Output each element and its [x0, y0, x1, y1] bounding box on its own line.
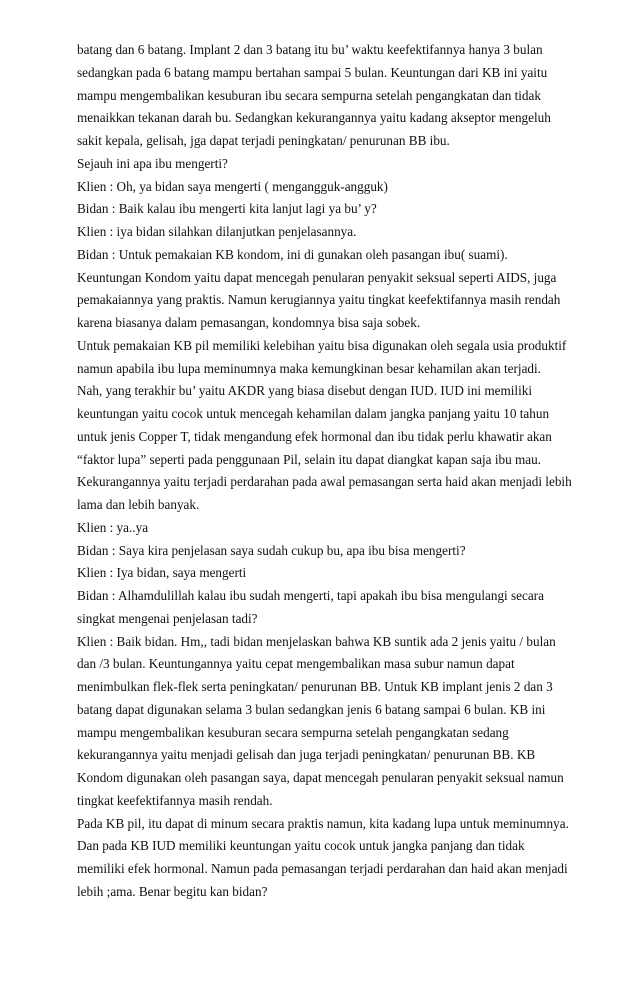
text-line: lama dan lebih banyak. [77, 497, 200, 512]
text-line: keuntungan yaitu cocok untuk mencegah kehamilan dalam jangka panjang yaitu 10 tahun [77, 406, 550, 421]
text-line: Bidan : Saya kira penjelasan saya sudah cukup bu, apa ibu bisa mengerti? [77, 542, 466, 558]
text-line: Kondom digunakan oleh pasangan saya, dapat mencegah penularan penyakit seksual namun [77, 770, 564, 785]
text-line: dan /3 bulan. Keuntungannya yaitu cepat mengembalikan masa subur namun dapat [77, 656, 515, 672]
text-line: tingkat keefektifannya masih rendah. [77, 792, 273, 808]
text-line: Kekurangannya yaitu terjadi perdarahan pada awal pemasangan serta haid akan menjadi lebih [77, 474, 572, 490]
text-line: Klien : iya bidan silahkan dilanjutkan penjelasannya. [77, 224, 357, 239]
text-line: menimbulkan flek-flek serta peningkatan/ penurunan BB. Untuk KB implant jenis 2 dan 3 [77, 679, 553, 694]
text-line: sedangkan pada 6 batang mampu bertahan sampai 5 bulan. Keuntungan dari KB ini yaitu [77, 64, 548, 80]
text-line: batang dapat digunakan selama 3 bulan sedangkan jenis 6 batang sampai 6 bulan. KB ini [77, 701, 546, 717]
text-line: singkat mengenai penjelasan tadi? [77, 610, 258, 626]
document-page [77, 39, 572, 904]
text-line: Bidan : Baik kalau ibu mengerti kita lanjut lagi ya bu’ y? [77, 201, 377, 217]
text-line: Pada KB pil, itu dapat di minum secara praktis namun, kita kadang lupa untuk meminumnya. [77, 815, 569, 831]
text-line: Bidan : Alhamdulillah kalau ibu sudah mengerti, tapi apakah ibu bisa mengulangi secara [77, 588, 544, 603]
text-line: namun apabila ibu lupa meminumnya maka kemungkinan besar kehamilan akan terjadi. [77, 360, 541, 376]
text-line: memiliki efek hormonal. Namun pada pemasangan terjadi perdarahan dan haid akan menjadi [77, 861, 568, 876]
text-line: kekurangannya yaitu menjadi gelisah dan juga terjadi peningkatan/ penurunan BB. KB [77, 747, 536, 763]
text-line: Klien : Baik bidan. Hm,, tadi bidan menjelaskan bahwa KB suntik ada 2 jenis yaitu / bulan [77, 633, 556, 649]
text-line: sakit kepala, gelisah, jga dapat terjadi peningkatan/ penurunan BB ibu. [77, 133, 450, 148]
text-line: Dan pada KB IUD memiliki keuntungan yaitu cocok untuk jangka panjang dan tidak [77, 838, 525, 854]
text-line: Klien : ya..ya [77, 519, 149, 535]
text-line: Untuk pemakaian KB pil memiliki kelebihan yaitu bisa digunakan oleh segala usia produktif [77, 337, 567, 353]
text-line: untuk jenis Copper T, tidak mengandung efek hormonal dan ibu tidak perlu khawatir akan [77, 428, 552, 444]
text-line: batang dan 6 batang. Implant 2 dan 3 batang itu bu’ waktu keefektifannya hanya 3 bulan [77, 42, 543, 57]
text-line: menaikkan tekanan darah bu. Sedangkan kekurangannya yaitu kadang akseptor mengeluh [77, 110, 551, 126]
text-line: Sejauh ini apa ibu mengerti? [77, 155, 228, 171]
text-line: “faktor lupa” seperti pada penggunaan Pil, selain itu dapat diangkat kapan saja ibu mau. [77, 451, 541, 467]
text-line: Nah, yang terakhir bu’ yaitu AKDR yang biasa disebut dengan IUD. IUD ini memiliki [77, 383, 532, 399]
text-line: Keuntungan Kondom yaitu dapat mencegah penularan penyakit seksual seperti AIDS, juga [77, 269, 557, 285]
text-line: karena biasanya dalam pemasangan, kondomnya bisa saja sobek. [77, 315, 421, 330]
text-line: lebih ;ama. Benar begitu kan bidan? [77, 883, 268, 899]
text-line: pemakaiannya yang praktis. Namun kerugiannya yaitu tingkat keefektifannya masih rendah [77, 292, 561, 308]
text-line: Klien : Iya bidan, saya mengerti [77, 565, 247, 581]
text-line: mampu mengembalikan kesuburan secara sempurna setelah pengangkatan sedang [77, 724, 509, 740]
text-line: Bidan : Untuk pemakaian KB kondom, ini di gunakan oleh pasangan ibu( suami). [77, 246, 508, 262]
text-line: mampu mengembalikan kesuburan ibu secara sempurna setelah pengangkatan dan tidak [77, 87, 541, 103]
text-line: Klien : Oh, ya bidan saya mengerti ( mengangguk-angguk) [77, 178, 388, 194]
